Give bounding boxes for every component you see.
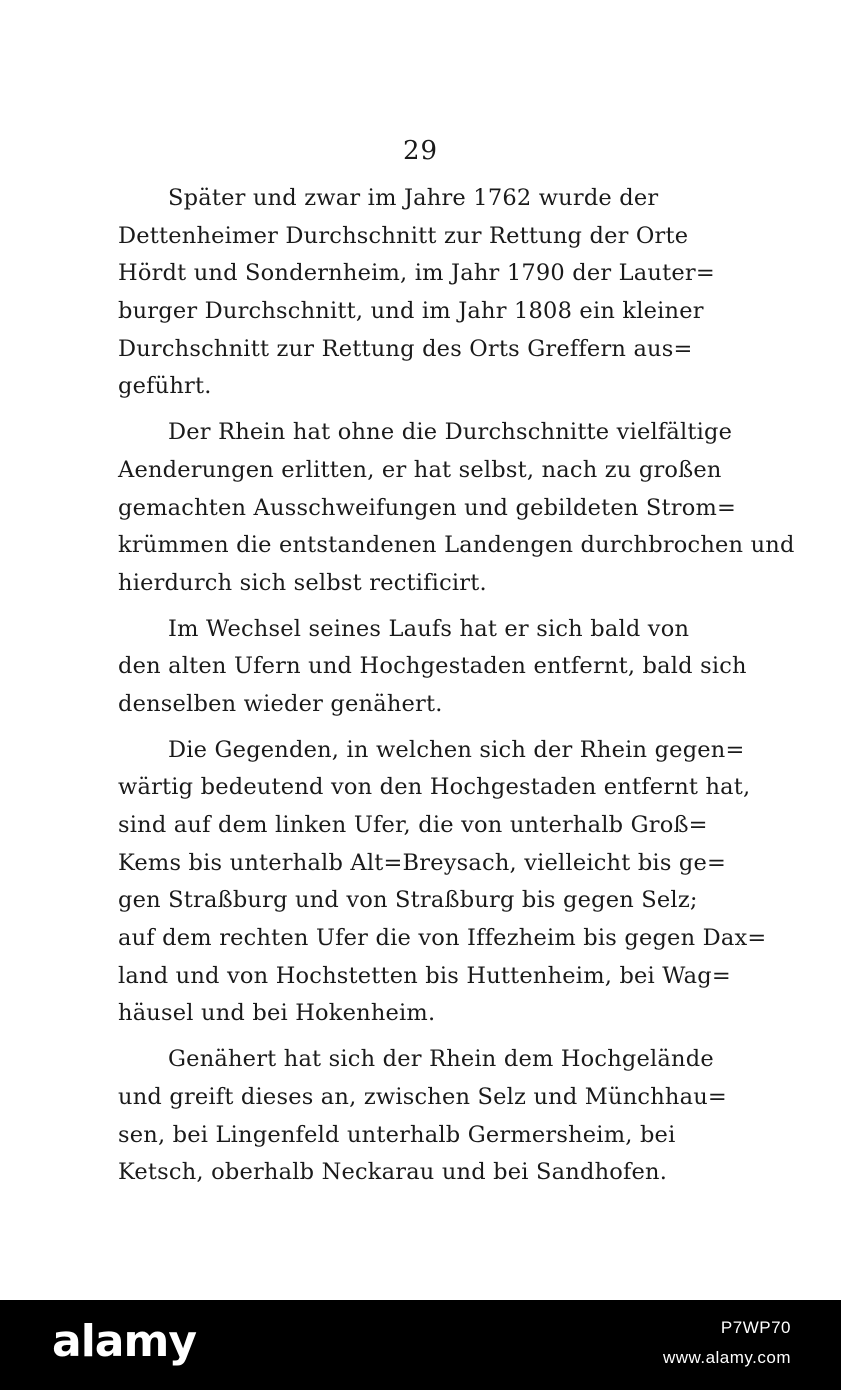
text-line: sind auf dem linken Ufer, die von unterhalb Groß= [118, 812, 708, 838]
text-line: denselben wieder genähert. [118, 690, 443, 717]
stock-image-id: P7WP70 [720, 1318, 791, 1337]
text-line: Dettenheimer Durchschnitt zur Rettung der Orte [118, 222, 689, 249]
text-line: Später und zwar im Jahre 1762 wurde der [168, 185, 659, 211]
page-number: 29 [402, 136, 439, 166]
text-line: burger Durchschnitt, und im Jahr 1808 ein kleiner [118, 298, 704, 325]
paragraph-5 [118, 1041, 727, 1192]
body-text [118, 180, 795, 1200]
text-line: Ketsch, oberhalb Neckarau und bei Sandhofen. [118, 1159, 668, 1186]
text-line: Der Rhein hat ohne die Durchschnitte vielfältige [168, 419, 733, 446]
alamy-logo: alamy [52, 1316, 196, 1367]
text-line: Kems bis unterhalb Alt=Breysach, vielleicht bis ge= [118, 849, 727, 876]
text-line: Genähert hat sich der Rhein dem Hochgelände [168, 1046, 714, 1073]
text-line: Die Gegenden, in welchen sich der Rhein gegen= [168, 736, 745, 763]
text-line: sen, bei Lingenfeld unterhalb Germersheim, bei [118, 1121, 676, 1148]
paragraph-1 [118, 180, 715, 406]
text-line: häusel und bei Hokenheim. [118, 1000, 436, 1027]
text-line: Im Wechsel seines Laufs hat er sich bald von [168, 615, 690, 642]
paragraph-2 [118, 414, 795, 602]
text-line: land und von Hochstetten bis Huttenheim, bei Wag= [118, 962, 731, 989]
text-line: Durchschnitt zur Rettung des Orts Greffern aus= [118, 335, 693, 362]
text-line: auf dem rechten Ufer die von Iffezheim bis gegen Dax= [118, 925, 767, 952]
text-line: krümmen die entstandenen Landengen durchbrochen und [118, 532, 795, 559]
text-line: wärtig bedeutend von den Hochgestaden entfernt hat, [118, 774, 751, 801]
text-line: Aenderungen erlitten, er hat selbst, nach zu großen [118, 456, 722, 483]
paragraph-4 [118, 732, 767, 1034]
text-line: hierdurch sich selbst rectificirt. [118, 569, 487, 596]
text-line: gemachten Ausschweifungen und gebildeten Strom= [118, 494, 737, 521]
text-line: gen Straßburg und von Straßburg bis gegen Selz; [118, 887, 698, 914]
text-line: geführt. [118, 373, 212, 400]
paragraph-3 [118, 611, 747, 724]
text-line: den alten Ufern und Hochgestaden entfernt, bald sich [118, 653, 747, 680]
watermark-footer [0, 1300, 841, 1390]
text-line: und greift dieses an, zwischen Selz und Münchhau= [118, 1083, 727, 1110]
website-url: www.alamy.com [662, 1348, 791, 1367]
text-line: Hördt und Sondernheim, im Jahr 1790 der Lauter= [118, 260, 715, 287]
